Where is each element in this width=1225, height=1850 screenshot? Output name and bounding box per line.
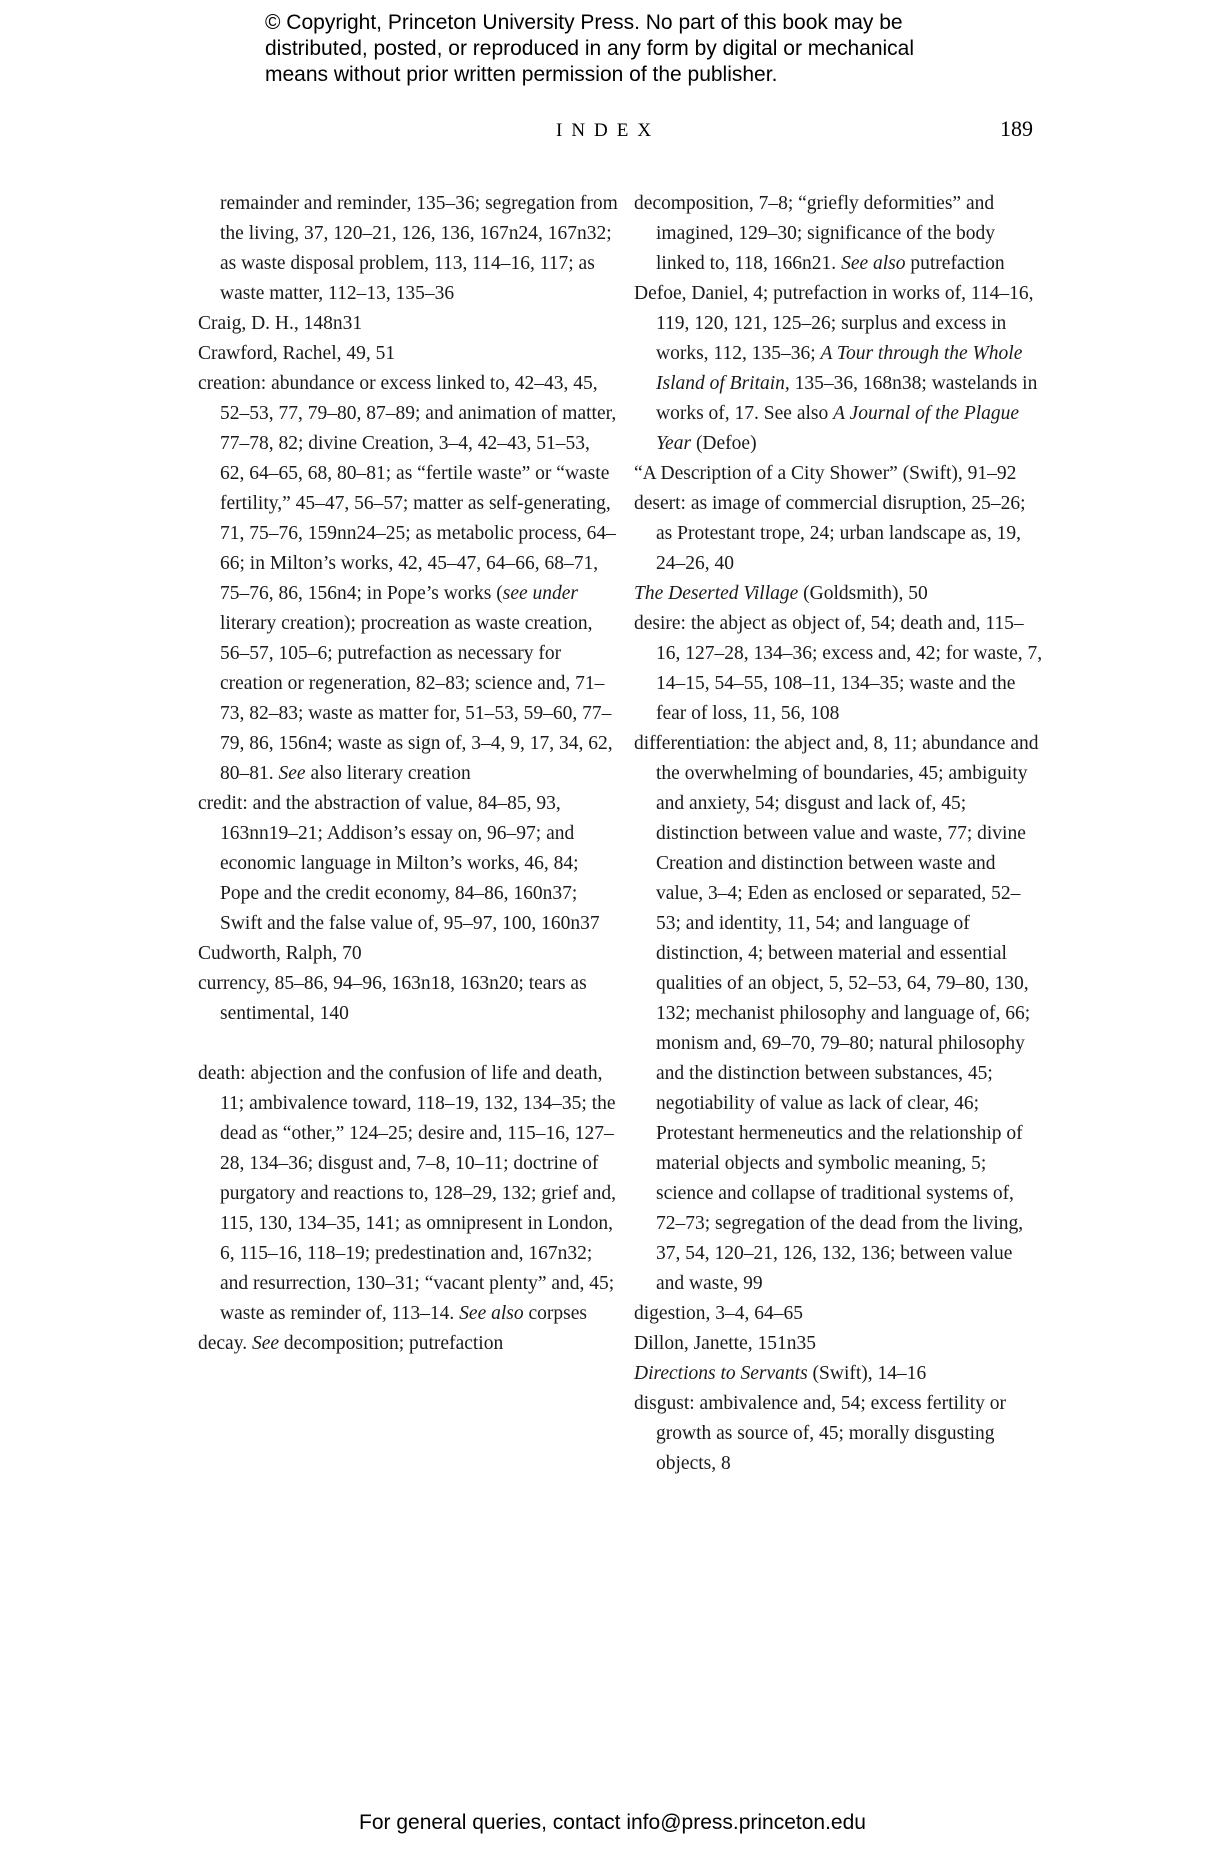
- index-entry-text: See: [251, 1333, 280, 1354]
- index-entry-currency: [198, 969, 618, 1029]
- index-entry-text: corpses: [523, 1303, 587, 1324]
- index-entry-text: See: [278, 763, 306, 784]
- index-entry-creation: [198, 369, 618, 789]
- copyright-line-1: © Copyright, Princeton University Press. No part of this book may be: [265, 11, 903, 34]
- index-entry-text: A Journal of the Plague Year: [656, 403, 1020, 454]
- index-entry-text: differentiation: the abject and, 8, 11; abundance and the overwhelming of boundaries, 45; ambiguity and anxiety, 54; disgust and lack of, 45; distinction between value and waste, 77; divine Creation and distinction between waste and value, 3–4; Eden as enclosed or separated, 52–53; and identity, 11, 54; and language of distinction, 4; between material and essential qualities of an object, 5, 52–53, 64, 79–80, 130, 132; mechanist philosophy and language of, 66; monism and, 69–70, 79–80; natural philosophy and the distinction between substances, 45; negotiability of value as lack of clear, 46; Protestant hermeneutics and the relationship of material objects and symbolic meaning, 5; science and collapse of traditional systems of, 72–73; segregation of the dead from the living, 37, 54, 120–21, 126, 132, 136; between value and waste, 99: [634, 733, 1039, 1294]
- index-entry-text: credit: and the abstraction of value, 84–85, 93, 163nn19–21; Addison’s essay on, 96–97; and economic language in Milton’s works, 46, 84; Pope and the credit economy, 84–86, 160n37; Swift and the false value of, 95–97, 100, 160n37: [198, 793, 600, 934]
- index-entry-desert: [634, 489, 1044, 579]
- index-entry-death: [198, 1059, 618, 1329]
- index-entry-text: Crawford, Rachel, 49, 51: [198, 343, 396, 364]
- section-gap: [198, 1029, 618, 1059]
- index-entry-digestion: [634, 1299, 1044, 1329]
- index-entry-cudworth: [198, 939, 618, 969]
- index-entry-text: disgust: ambivalence and, 54; excess fertility or growth as source of, 45; morally disgusting objects, 8: [634, 1393, 1007, 1474]
- index-entry-crawford: [198, 339, 618, 369]
- index-entry-decay: [198, 1329, 618, 1359]
- index-entry-deserted-village: [634, 579, 1044, 609]
- copyright-line-2: distributed, posted, or reproduced in any form by digital or mechanical: [265, 37, 915, 60]
- contact-footer: For general queries, contact info@press.princeton.edu: [359, 1811, 866, 1834]
- index-entry-text: Craig, D. H., 148n31: [198, 313, 363, 334]
- index-entry-text: desert: as image of commercial disruption, 25–26; as Protestant trope, 24; urban landscape as, 19, 24–26, 40: [634, 493, 1026, 574]
- index-entry-text: (Goldsmith), 50: [798, 583, 928, 604]
- index-entry-description: [634, 459, 1044, 489]
- index-entry-defoe: [634, 279, 1044, 459]
- index-entry-text: Dillon, Janette, 151n35: [634, 1333, 816, 1354]
- running-head: INDEX: [556, 120, 661, 141]
- index-entry-text: decomposition; putrefaction: [279, 1333, 504, 1354]
- index-entry-text: digestion, 3–4, 64–65: [634, 1303, 803, 1324]
- index-entry-text: death: abjection and the confusion of life and death, 11; ambivalence toward, 118–19, 132, 134–35; the dead as “other,” 124–25; desire and, 115–16, 127–28, 134–36; disgust and, 7–8, 10–11; doctrine of purgatory and reactions to, 128–29, 132; grief and, 115, 130, 134–35, 141; as omnipresent in London, 6, 115–16, 118–19; predestination and, 167n32; and resurrection, 130–31; “vacant plenty” and, 45; waste as reminder of, 113–14.: [198, 1063, 617, 1324]
- index-column-left: [198, 189, 618, 1359]
- index-entry-text: decomposition, 7–8; “griefly deformities” and imagined, 129–30; significance of the body linked to, 118, 166n21.: [634, 193, 996, 274]
- index-entry-text: Directions to Servants: [634, 1363, 808, 1384]
- index-entry-text: “A Description of a City Shower” (Swift), 91–92: [634, 463, 1017, 484]
- index-entry-text: remainder and reminder, 135–36; segregation from the living, 37, 120–21, 126, 136, 167n24, 167n32; as waste disposal problem, 113, 114–16, 117; as waste matter, 112–13, 135–36: [220, 193, 618, 304]
- index-entry-credit: [198, 789, 618, 939]
- index-column-right: [634, 189, 1044, 1479]
- index-entry-text: A Tour through the Whole Island of Britain,: [656, 343, 1023, 394]
- copyright-notice: [265, 10, 985, 88]
- index-entry-text: See also: [459, 1303, 524, 1324]
- index-entry-differentiation: [634, 729, 1044, 1299]
- index-entry-text: (Swift), 14–16: [807, 1363, 927, 1384]
- page-number: 189: [1000, 116, 1033, 141]
- index-entry-text: also literary creation: [305, 763, 471, 784]
- index-entry-text: The Deserted Village: [634, 583, 799, 604]
- index-entry-craig: [198, 309, 618, 339]
- index-entry-disgust: [634, 1389, 1044, 1479]
- index-entry-dillon: [634, 1329, 1044, 1359]
- index-entry-text: Defoe, Daniel, 4; putrefaction in works of, 114–16, 119, 120, 121, 125–26; surplus and excess in works, 112, 135–36;: [634, 283, 1034, 364]
- index-entry-desire: [634, 609, 1044, 729]
- index-entry-decomposition: [634, 189, 1044, 279]
- index-entry-text: (Defoe): [691, 433, 757, 454]
- index-entry-text: literary creation); procreation as waste creation, 56–57, 105–6; putrefaction as necessary for creation or regeneration, 82–83; science and, 71–73, 82–83; waste as matter for, 51–53, 59–60, 77–79, 86, 156n4; waste as sign of, 3–4, 9, 17, 34, 62, 80–81.: [220, 613, 613, 784]
- index-entry-text: desire: the abject as object of, 54; death and, 115–16, 127–28, 134–36; excess and, 42; for waste, 7, 14–15, 54–55, 108–11, 134–35; waste and the fear of loss, 11, 56, 108: [634, 613, 1043, 724]
- index-entry-text: Cudworth, Ralph, 70: [198, 943, 362, 964]
- index-entry-directions: [634, 1359, 1044, 1389]
- index-entry-corpses-cont: [198, 189, 618, 309]
- copyright-line-3: means without prior written permission of the publisher.: [265, 63, 778, 86]
- index-entry-text: currency, 85–86, 94–96, 163n18, 163n20; tears as sentimental, 140: [198, 973, 587, 1024]
- index-entry-text: creation: abundance or excess linked to, 42–43, 45, 52–53, 77, 79–80, 87–89; and animation of matter, 77–78, 82; divine Creation, 3–4, 42–43, 51–53, 62, 64–65, 68, 80–81; as “fertile waste” or “waste fertility,” 45–47, 56–57; matter as self-generating, 71, 75–76, 159nn24–25; as metabolic process, 64–66; in Milton’s works, 42, 45–47, 64–66, 68–71, 75–76, 86, 156n4; in Pope’s works (: [198, 373, 617, 604]
- index-entry-text: putrefaction: [905, 253, 1005, 274]
- index-entry-text: See also: [841, 253, 906, 274]
- index-entry-text: decay.: [198, 1333, 252, 1354]
- index-entry-text: see under: [502, 583, 579, 604]
- index-entry-text: 135–36, 168n38; wastelands in works of, 17. See also: [656, 373, 1038, 424]
